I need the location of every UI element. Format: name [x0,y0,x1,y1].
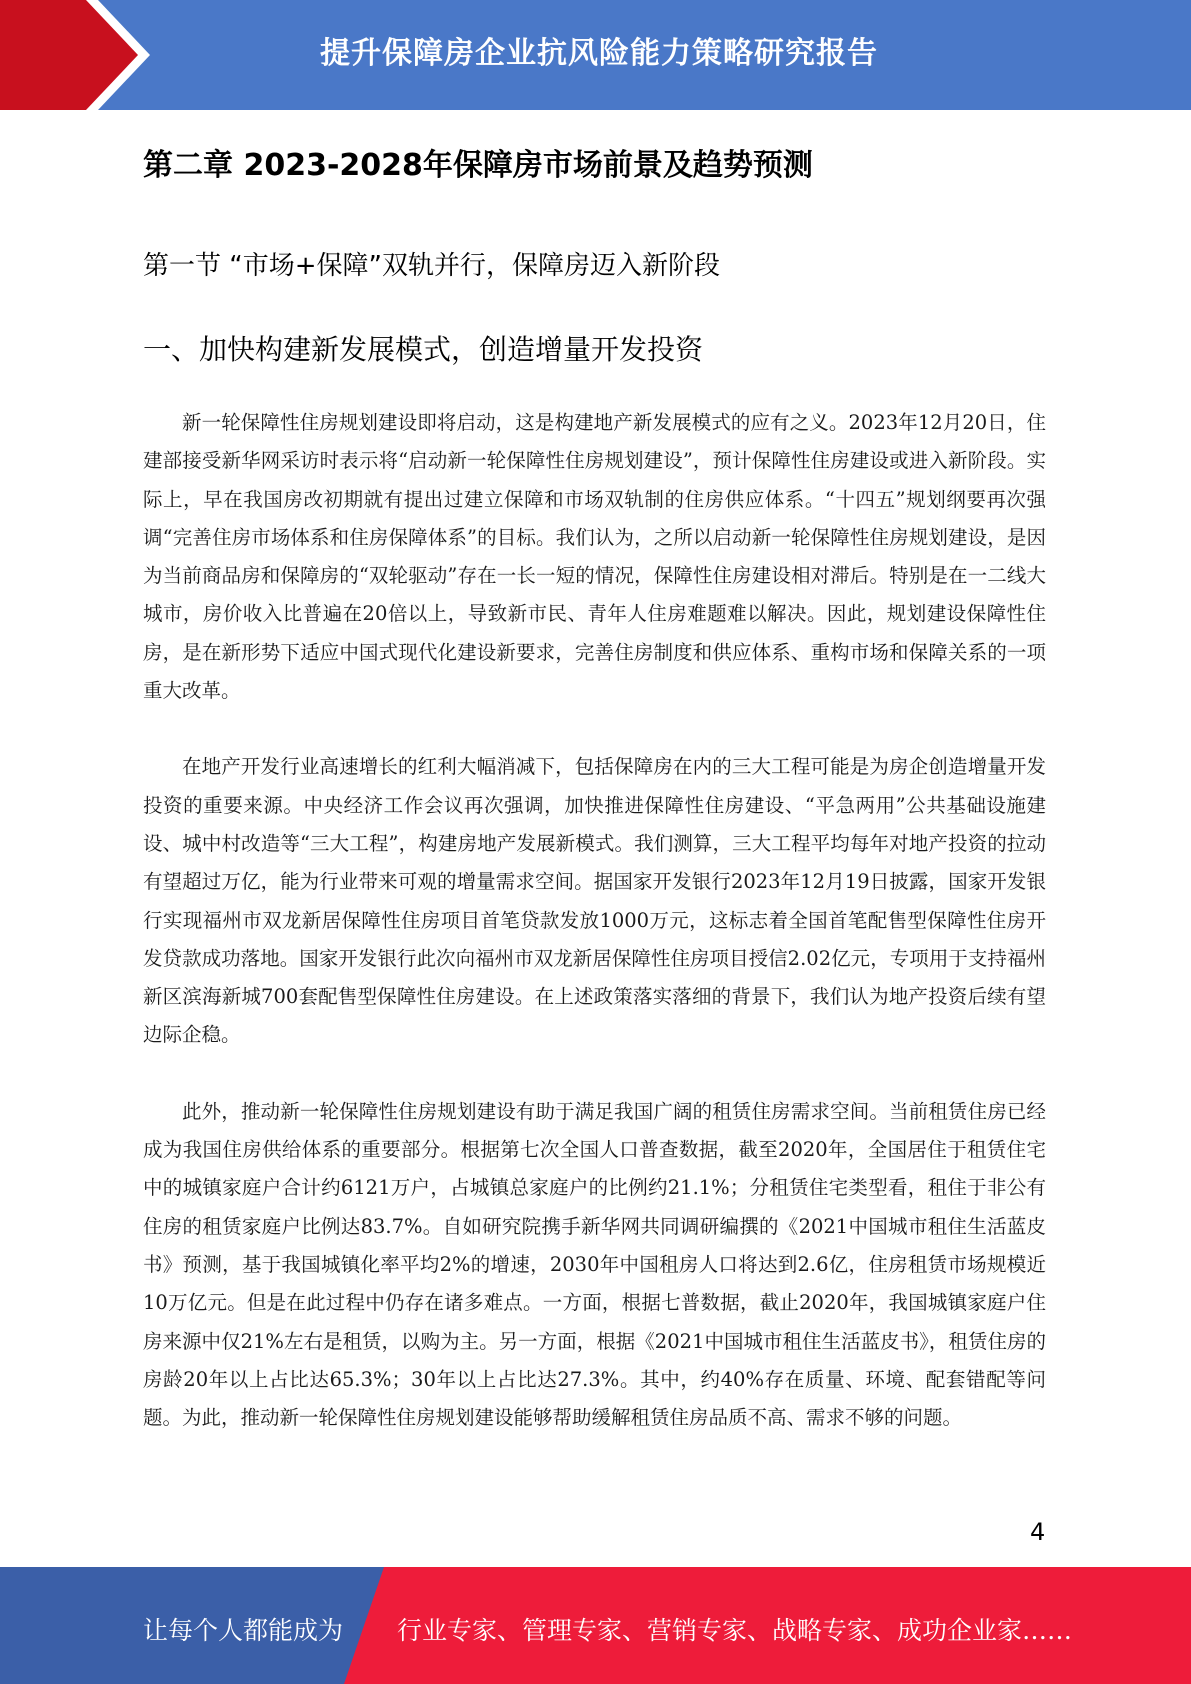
page-number: 4 [1030,1518,1046,1546]
report-title: 提升保障房企业抗风险能力策略研究报告 [320,36,878,71]
footer-banner [0,1567,1191,1684]
chapter-title: 第二章 2023-2028年保障房市场前景及趋势预测 [143,148,813,183]
header-arrow-decoration [0,0,160,110]
footer-slogan-left: 让每个人都能成为 [143,1616,344,1645]
subsection-title: 一、加快构建新发展模式，创造增量开发投资 [143,333,704,366]
body-text [143,404,1046,1475]
paragraph: 在地产开发行业高速增长的红利大幅消减下，包括保障房在内的三大工程可能是为房企创造增量开发投资的重要来源。中央经济工作会议再次强调，加快推进保障性住房建设、“平急两用”公共基础设施建设、城中村改造等“三大工程”，构建房地产发展新模式。我们测算，三大工程平均每年对地产投资的拉动有望超过万亿，能为行业带来可观的增量需求空间。据国家开发银行2023年12月19日披露，国家开发银行实现福州市双龙新居保障性住房项目首笔贷款发放1000万元，这标志着全国首笔配售型保障性住房开发贷款成功落地。国家开发银行此次向福州市双龙新居保障性住房项目授信2.02亿元，专项用于支持福州新区滨海新城700套配售型保障性住房建设。在上述政策落实落细的背景下，我们认为地产投资后续有望边际企稳。 [143,755,1046,1047]
paragraph: 新一轮保障性住房规划建设即将启动，这是构建地产新发展模式的应有之义。2023年12月20日，住建部接受新华网采访时表示将“启动新一轮保障性住房规划建设”，预计保障性住房建设或进入新阶段。实际上，早在我国房改初期就有提出过建立保障和市场双轨制的住房供应体系。“十四五”规划纲要再次强调“完善住房市场体系和住房保障体系”的目标。我们认为，之所以启动新一轮保障性住房规划建设，是因为当前商品房和保障房的“双轮驱动”存在一长一短的情况，保障性住房建设相对滞后。特别是在一二线大城市，房价收入比普遍在20倍以上，导致新市民、青年人住房难题难以解决。因此，规划建设保障性住房，是在新形势下适应中国式现代化建设新要求，完善住房制度和供应体系、重构市场和保障关系的一项重大改革。 [143,411,1046,703]
footer-slogan-right: 行业专家、管理专家、营销专家、战略专家、成功企业家…… [397,1616,1073,1645]
section-title: 第一节 “市场+保障”双轨并行，保障房迈入新阶段 [143,251,720,281]
paragraph: 此外，推动新一轮保障性住房规划建设有助于满足我国广阔的租赁住房需求空间。当前租赁住房已经成为我国住房供给体系的重要部分。根据第七次全国人口普查数据，截至2020年，全国居住于租赁住宅中的城镇家庭户合计约6121万户，占城镇总家庭户的比例约21.1%；分租赁住宅类型看，租住于非公有住房的租赁家庭户比例达83.7%。自如研究院携手新华网共同调研编撰的《2021中国城市租住生活蓝皮书》预测，基于我国城镇化率平均2%的增速，2030年中国租房人口将达到2.6亿，住房租赁市场规模近10万亿元。但是在此过程中仍存在诸多难点。一方面，根据七普数据，截止2020年，我国城镇家庭户住房来源中仅21%左右是租赁，以购为主。另一方面，根据《2021中国城市租住生活蓝皮书》，租赁住房的房龄20年以上占比达65.3%；30年以上占比达27.3%。其中，约40%存在质量、环境、配套错配等问题。为此，推动新一轮保障性住房规划建设能够帮助缓解租赁住房品质不高、需求不够的问题。 [143,1099,1046,1430]
